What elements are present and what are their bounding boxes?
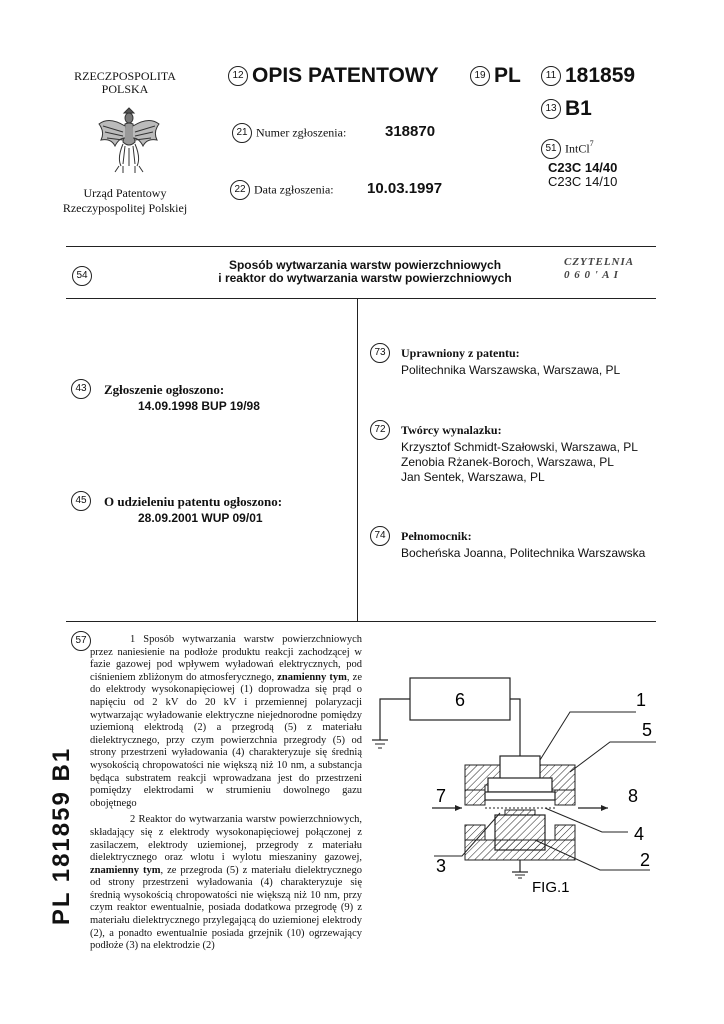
attorney-label: Pełnomocnik: [401,529,472,543]
intcl-secondary: C23C 14/10 [548,174,618,189]
code-circle: 54 [72,266,92,286]
office-line1: Urząd Patentowy [83,186,167,200]
patent-number-row [541,64,635,88]
label-7: 7 [436,786,447,806]
application-date-row [230,180,334,200]
inventor-item: Krzysztof Schmidt-Szałowski, Warszawa, PL [401,440,638,454]
inventors-list [401,440,638,485]
application-date-value: 10.03.1997 [367,180,443,197]
figure-caption: FIG.1 [532,879,570,896]
application-number-value: 318870 [385,123,436,140]
reactor-figure [370,660,670,900]
hv-wire [510,699,520,756]
inventor-item: Zenobia Rżanek-Boroch, Warszawa, PL [401,455,614,469]
title-line1: Sposób wytwarzania warstw powierzchniowych [228,258,502,272]
code-circle: 51 [541,139,561,159]
country-code: PL [494,64,521,87]
code-circle: 74 [370,526,390,546]
claim-1 [90,634,362,810]
publication-label: Zgłoszenie ogłoszono: [104,382,225,397]
owner-value: Politechnika Warszawska, Warszawa, PL [401,363,621,377]
grant-label: O udzieleniu patentu ogłoszono: [104,494,283,509]
application-number-row [232,123,346,143]
country-line1: RZECZPOSPOLITA [74,69,176,83]
label-1: 1 [636,690,647,710]
publication-code [71,379,91,399]
code-circle: 13 [541,99,561,119]
inventor-item: Jan Sentek, Warszawa, PL [401,470,545,484]
label-4: 4 [634,824,645,844]
claim2-text-a: 2 Reaktor do wytwarzania warstw powierzchniowych, składający się z elektrody wysokonapięciowej połączonej z zasilaczem, elektrody uziemionej, przegrody z materiału dielektrycznego oraz wlotu i wylotu mieszaniny gazowej, [90,814,362,864]
reading-room-stamp [564,256,634,282]
title-line2: i reaktor do wytwarzania warstw powierzchniowych [218,271,512,285]
doc-type-row [228,64,439,88]
code-circle: 43 [71,379,91,399]
claim1-text-b: , ze do elektrody wysokonapięciowej (1) doprowadza się prąd o napięciu od 2 kV do 20 kV i przemiennej polaryzacji wytwarzając wyładowanie elektryczne niejednorodne pomiędzy uziemioną elektrodą (2) a przegrodą (5) z materiału dielektrycznego, przy czym powierzchnia przegrody (5) od strony przestrzeni wyładowania (4) charakteryzuje się średnią wysokością chropowatości nie większą niż 10 nm, a substancja będąca substratem reakcji wprowadzana jest do przestrzeni pomiędzy elektrodami w strumieniu dowolnego gazu obojętnego [90,671,363,809]
application-number-label: Numer zgłoszenia: [256,125,347,140]
patent-office-name [55,186,195,216]
intcl-label: IntCl [565,141,590,156]
label-5: 5 [642,720,653,740]
ground-wire [380,699,410,740]
claim-2 [90,814,362,953]
office-line2: Rzeczypospolitej Polskiej [62,201,188,215]
code-circle: 19 [470,66,490,86]
doc-type: OPIS PATENTOWY [252,64,439,87]
code-circle: 22 [230,180,250,200]
abstract-text [90,634,362,957]
header-divider [66,246,656,247]
label-2: 2 [640,850,651,870]
biblio-bottom-divider [66,621,656,622]
owner-label: Uprawniony z patentu: [401,346,520,360]
inventors-code [370,420,390,440]
patent-number: 181859 [565,64,636,87]
application-date-label: Data zgłoszenia: [254,182,334,197]
column-divider [357,298,358,621]
code-circle: 11 [541,66,561,86]
code-circle: 45 [71,491,91,511]
polish-eagle-emblem [95,102,163,176]
side-patent-id: PL 181859 B1 [48,746,75,926]
code-circle: 12 [228,66,248,86]
intcl-primary: C23C 14/40 [548,160,618,175]
power-supply-label: 6 [454,690,466,710]
country-line2: POLSKA [101,82,149,96]
claim2-keyword: znamienny tym [90,864,161,876]
kind-code-row [541,97,592,121]
label-8: 8 [628,786,639,806]
publication-value: 14.09.1998 BUP 19/98 [138,399,260,413]
stamp-line2: 0 6 0 ' A I [564,269,619,281]
attorney-value: Bocheńska Joanna, Politechnika Warszawska [401,546,646,560]
intcl-edition: 7 [589,139,594,148]
invention-title [180,259,550,285]
grant-value: 28.09.2001 WUP 09/01 [138,511,263,525]
claim1-keyword: znamienny tym [277,671,347,683]
claim1-text-a: 1 Sposób wytwarzania warstw powierzchniowych przez naniesienie na podłoże produktu reakcji zachodzącej w fazie gazowej pod wpływem wyładowań elektrycznych, pod ciśnieniem zbliżonym do atmosferycznego, [90,634,362,683]
code-circle: 57 [71,631,91,651]
dielectric-barrier [485,792,555,800]
country-code-row [470,64,521,88]
owner-code [370,343,390,363]
grant-code [71,491,91,511]
code-circle: 72 [370,420,390,440]
inventors-label: Twórcy wynalazku: [401,423,502,437]
country-name [60,70,190,96]
stamp-line1: CZYTELNIA [564,256,635,268]
ground-electrode [495,815,545,850]
substrate [505,810,535,815]
attorney-code [370,526,390,546]
intcl-row [541,139,594,159]
code-circle: 21 [232,123,252,143]
title-code [72,266,92,286]
code-circle: 73 [370,343,390,363]
abstract-code [71,631,91,651]
claim2-text-b: , ze przegroda (5) z materiału dielektrycznego od strony przestrzeni wyładowania (4) charakteryzuje się średnią wysokością chropowatości nie większą niż 10 nm, przy czym reaktor ewentualnie, posiada dodatkowa przegrodę (9) z materiału dielektrycznego przylegającą do uziemionej elektrody (2), a ponadto ewentualnie posiada grzejnik (10) ogrzewający podłoże (3) na elektrodzie (2) [90,864,362,952]
title-divider [66,298,656,299]
label-3: 3 [436,856,447,876]
kind-code: B1 [565,97,592,120]
